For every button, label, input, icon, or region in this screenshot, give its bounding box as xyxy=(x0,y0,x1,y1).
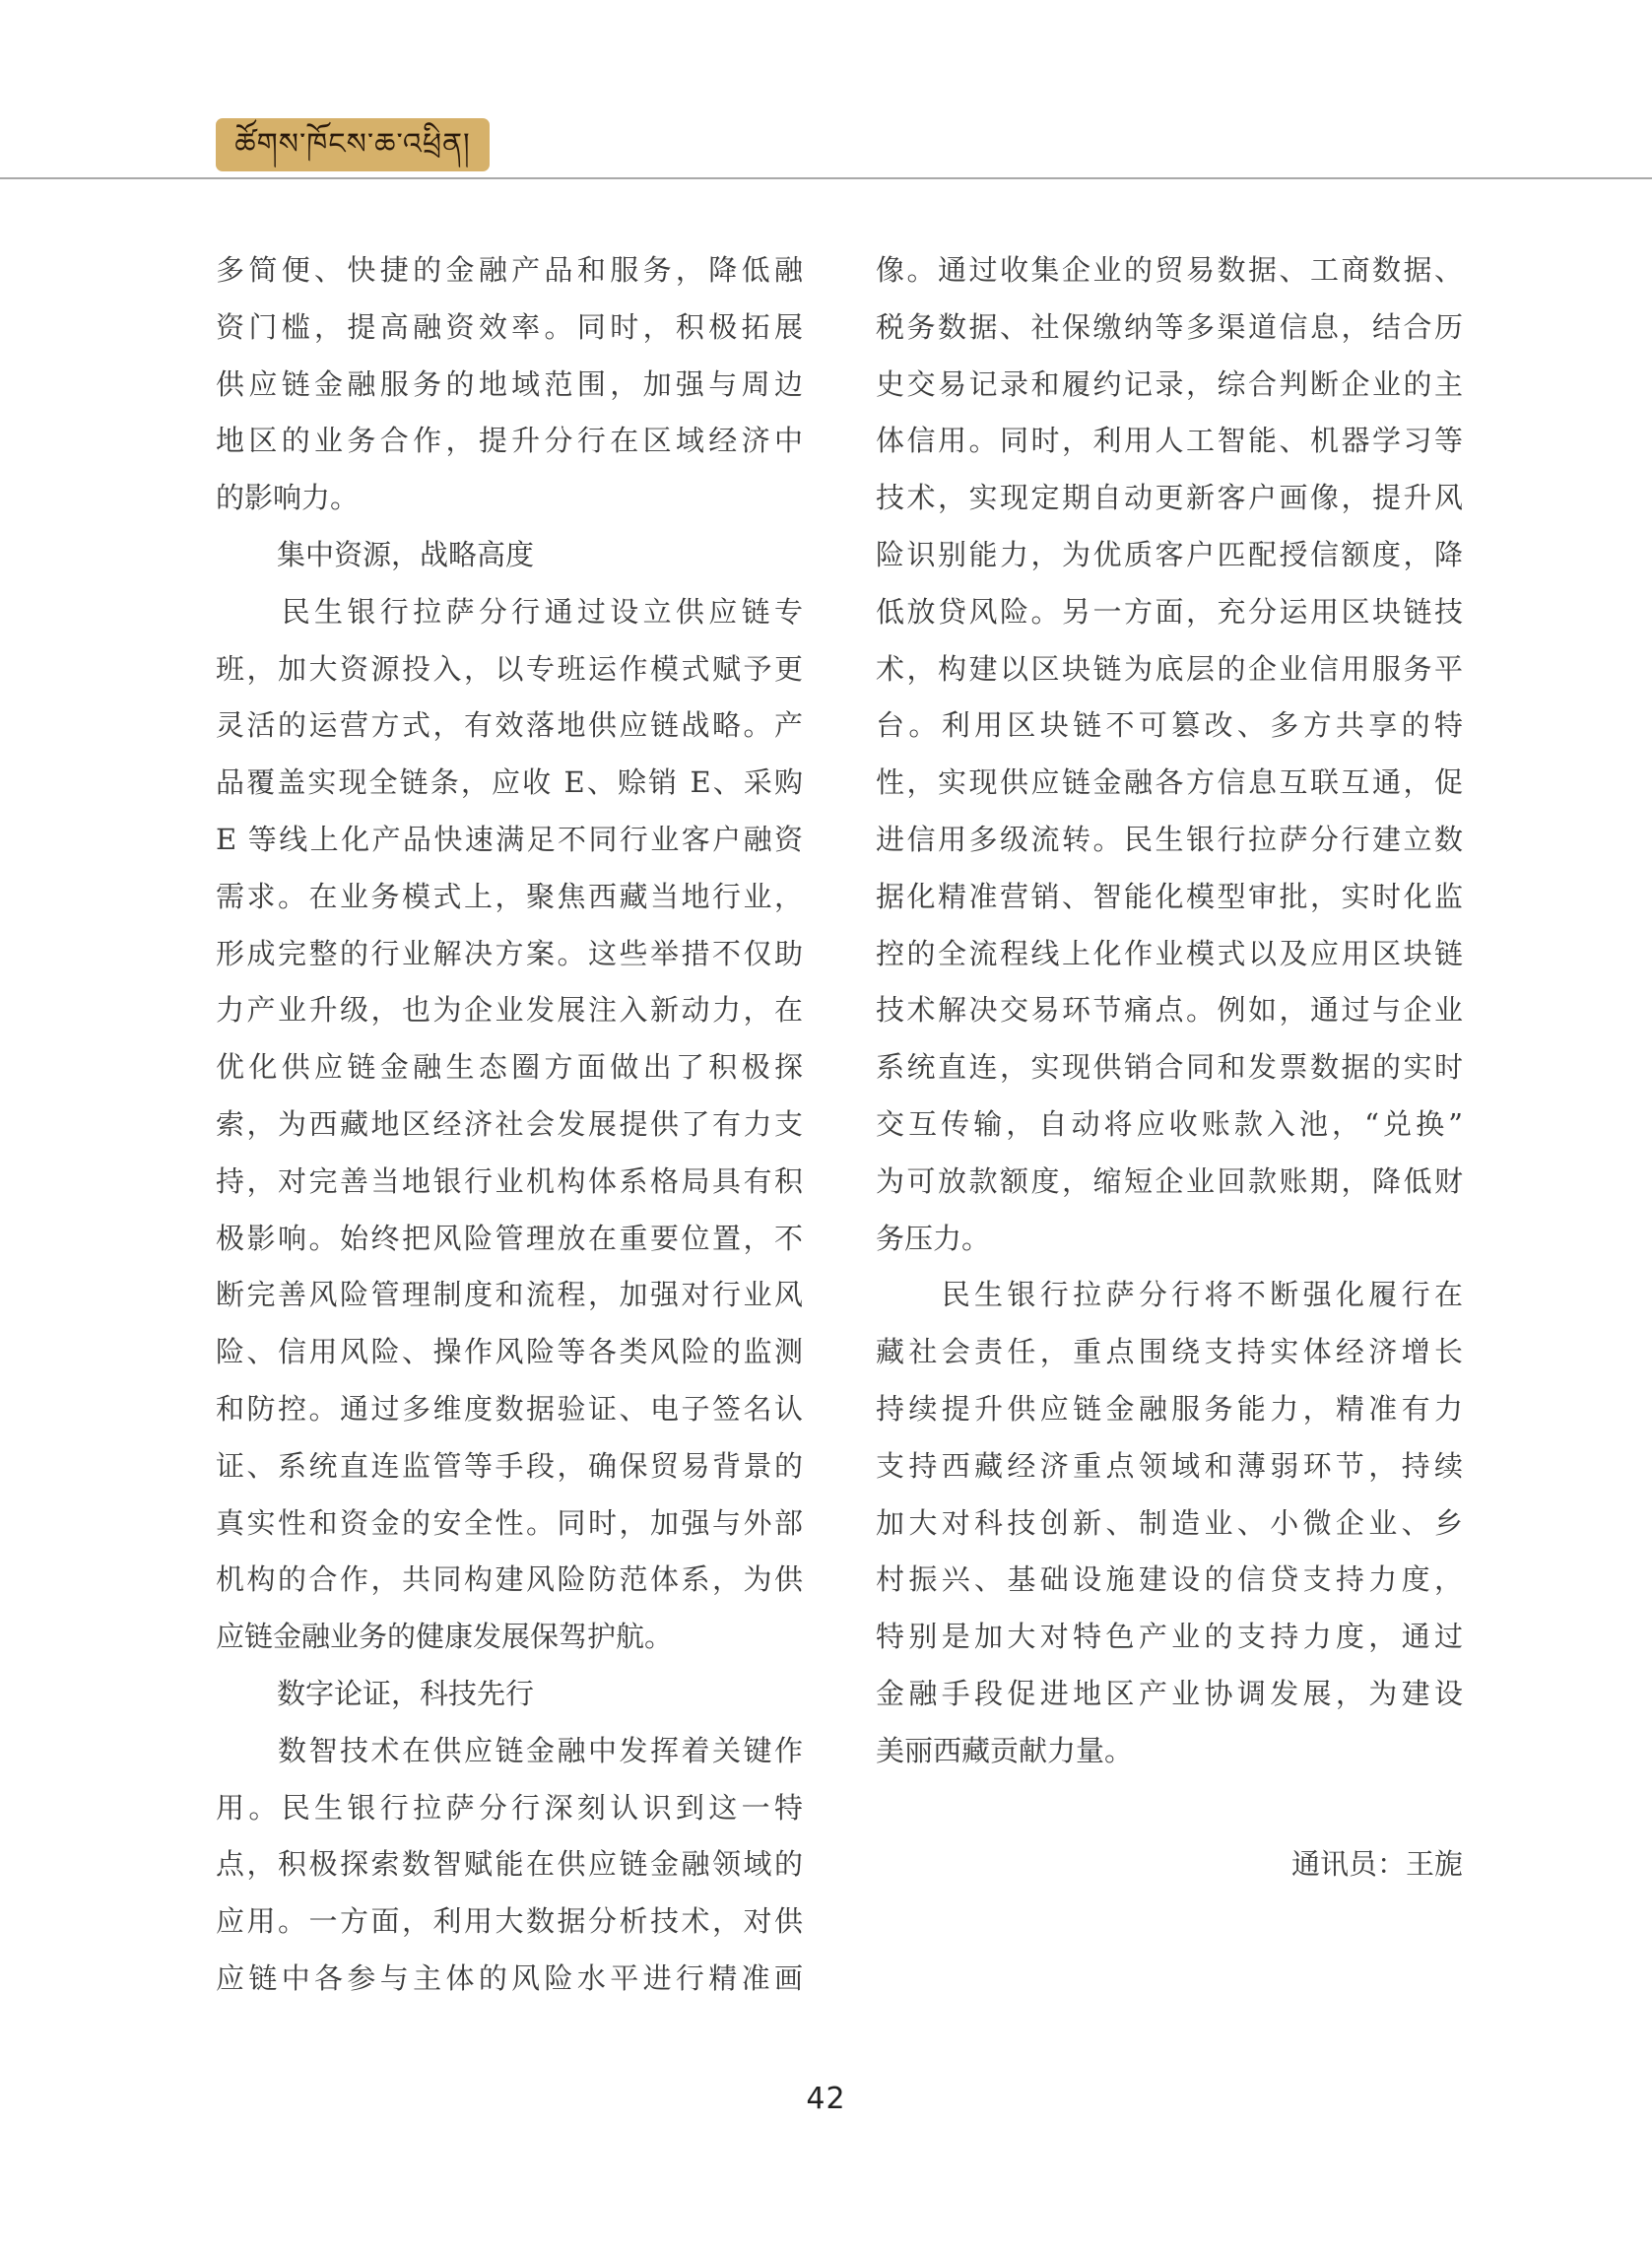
text-line: 供应链金融服务的地域范围，加强与周边 xyxy=(216,366,803,401)
text-line: 索，为西藏地区经济社会发展提供了有力支 xyxy=(216,1106,803,1141)
text-line: 形成完整的行业解决方案。这些举措不仅助 xyxy=(216,936,803,970)
text-line: 民生银行拉萨分行通过设立供应链专 xyxy=(216,594,803,629)
text-line: 特别是加大对特色产业的支持力度，通过 xyxy=(876,1620,1463,1654)
text-line: 技术，实现定期自动更新客户画像，提升风 xyxy=(876,481,1463,515)
text-line: 断完善风险管理制度和流程，加强对行业风 xyxy=(216,1278,803,1312)
text-line: 险识别能力，为优质客户匹配授信额度，降 xyxy=(876,537,1463,571)
text-line: 持，对完善当地银行业机构体系格局具有积 xyxy=(216,1163,803,1198)
text-line: 力产业升级，也为企业发展注入新动力，在 xyxy=(216,993,803,1028)
text-line: 务压力。 xyxy=(876,1221,991,1255)
text-line: 证、系统直连监管等手段，确保贸易背景的 xyxy=(216,1448,803,1483)
text-line: 史交易记录和履约记录，综合判断企业的主 xyxy=(876,366,1463,401)
text-line: 低放贷风险。另一方面，充分运用区块链技 xyxy=(876,594,1463,629)
text-line: 多简便、快捷的金融产品和服务，降低融 xyxy=(216,253,803,287)
text-line: 支持西藏经济重点领域和薄弱环节，持续 xyxy=(876,1448,1463,1483)
text-line: 品覆盖实现全链条，应收 E、赊销 E、采购 xyxy=(216,765,803,800)
text-line: 机构的合作，共同构建风险防范体系，为供 xyxy=(216,1562,803,1597)
text-line: 和防控。通过多维度数据验证、电子签名认 xyxy=(216,1391,803,1426)
text-line: 交互传输，自动将应收账款入池，“兑换” xyxy=(876,1106,1463,1141)
text-line: 优化供应链金融生态圈方面做出了积极探 xyxy=(216,1050,803,1085)
byline: 通讯员：王旎 xyxy=(1290,1847,1463,1882)
text-line: 险、信用风险、操作风险等各类风险的监测 xyxy=(216,1335,803,1369)
text-line: 应用。一方面，利用大数据分析技术，对供 xyxy=(216,1904,803,1939)
text-line: 税务数据、社保缴纳等多渠道信息，结合历 xyxy=(876,309,1463,344)
text-line: 据化精准营销、智能化模型审批，实时化监 xyxy=(876,879,1463,913)
text-line: 加大对科技创新、制造业、小微企业、乡 xyxy=(876,1505,1463,1540)
section-heading: 集中资源，战略高度 xyxy=(277,537,535,571)
text-line: 极影响。始终把风险管理放在重要位置，不 xyxy=(216,1221,803,1255)
section-heading: 数字论证，科技先行 xyxy=(277,1676,535,1710)
text-line: 台。利用区块链不可篡改、多方共享的特 xyxy=(876,708,1463,743)
text-line: 技术解决交易环节痛点。例如，通过与企业 xyxy=(876,993,1463,1028)
text-line: 为可放款额度，缩短企业回款账期，降低财 xyxy=(876,1163,1463,1198)
section-header-tab xyxy=(216,118,490,171)
right-text-column xyxy=(876,242,1463,1893)
text-line: 数智技术在供应链金融中发挥着关键作 xyxy=(216,1733,803,1767)
text-line: 灵活的运营方式，有效落地供应链战略。产 xyxy=(216,708,803,743)
left-text-column xyxy=(216,242,803,2008)
text-line: 应链金融业务的健康发展保驾护航。 xyxy=(216,1620,674,1654)
text-line: 系统直连，实现供销合同和发票数据的实时 xyxy=(876,1050,1463,1085)
text-line: 用。民生银行拉萨分行深刻认识到这一特 xyxy=(216,1790,803,1825)
text-line: 班，加大资源投入，以专班运作模式赋予更 xyxy=(216,651,803,686)
text-line: 美丽西藏贡献力量。 xyxy=(876,1733,1134,1767)
text-line: 进信用多级流转。民生银行拉萨分行建立数 xyxy=(876,822,1463,856)
text-line: 金融手段促进地区产业协调发展，为建设 xyxy=(876,1676,1463,1710)
text-line: 藏社会责任，重点围绕支持实体经济增长 xyxy=(876,1335,1463,1369)
text-line: 民生银行拉萨分行将不断强化履行在 xyxy=(876,1278,1463,1312)
paragraph-gap xyxy=(876,1780,1463,1837)
text-line: 村振兴、基础设施建设的信贷支持力度， xyxy=(876,1562,1463,1597)
text-line: 控的全流程线上化作业模式以及应用区块链 xyxy=(876,936,1463,970)
text-line: 地区的业务合作，提升分行在区域经济中 xyxy=(216,424,803,458)
text-line: 体信用。同时，利用人工智能、机器学习等 xyxy=(876,424,1463,458)
text-line: 术，构建以区块链为底层的企业信用服务平 xyxy=(876,651,1463,686)
text-line: 点，积极探索数智赋能在供应链金融领域的 xyxy=(216,1847,803,1882)
text-line: 需求。在业务模式上，聚焦西藏当地行业， xyxy=(216,879,803,913)
header-divider xyxy=(0,177,1652,179)
text-line: 应链中各参与主体的风险水平进行精准画 xyxy=(216,1960,803,1995)
text-line: E 等线上化产品快速满足不同行业客户融资 xyxy=(216,822,803,856)
text-line: 持续提升供应链金融服务能力，精准有力 xyxy=(876,1391,1463,1426)
text-line: 像。通过收集企业的贸易数据、工商数据、 xyxy=(876,253,1463,287)
text-line: 性，实现供应链金融各方信息互联互通，促 xyxy=(876,765,1463,800)
text-line: 的影响力。 xyxy=(216,481,360,515)
text-line: 真实性和资金的安全性。同时，加强与外部 xyxy=(216,1505,803,1540)
page-number: 42 xyxy=(806,2082,846,2116)
text-line: 资门槛，提高融资效率。同时，积极拓展 xyxy=(216,309,803,344)
section-header-label: ཚོགས་ཁོངས་ཆ་འཕྲིན། xyxy=(234,127,471,162)
